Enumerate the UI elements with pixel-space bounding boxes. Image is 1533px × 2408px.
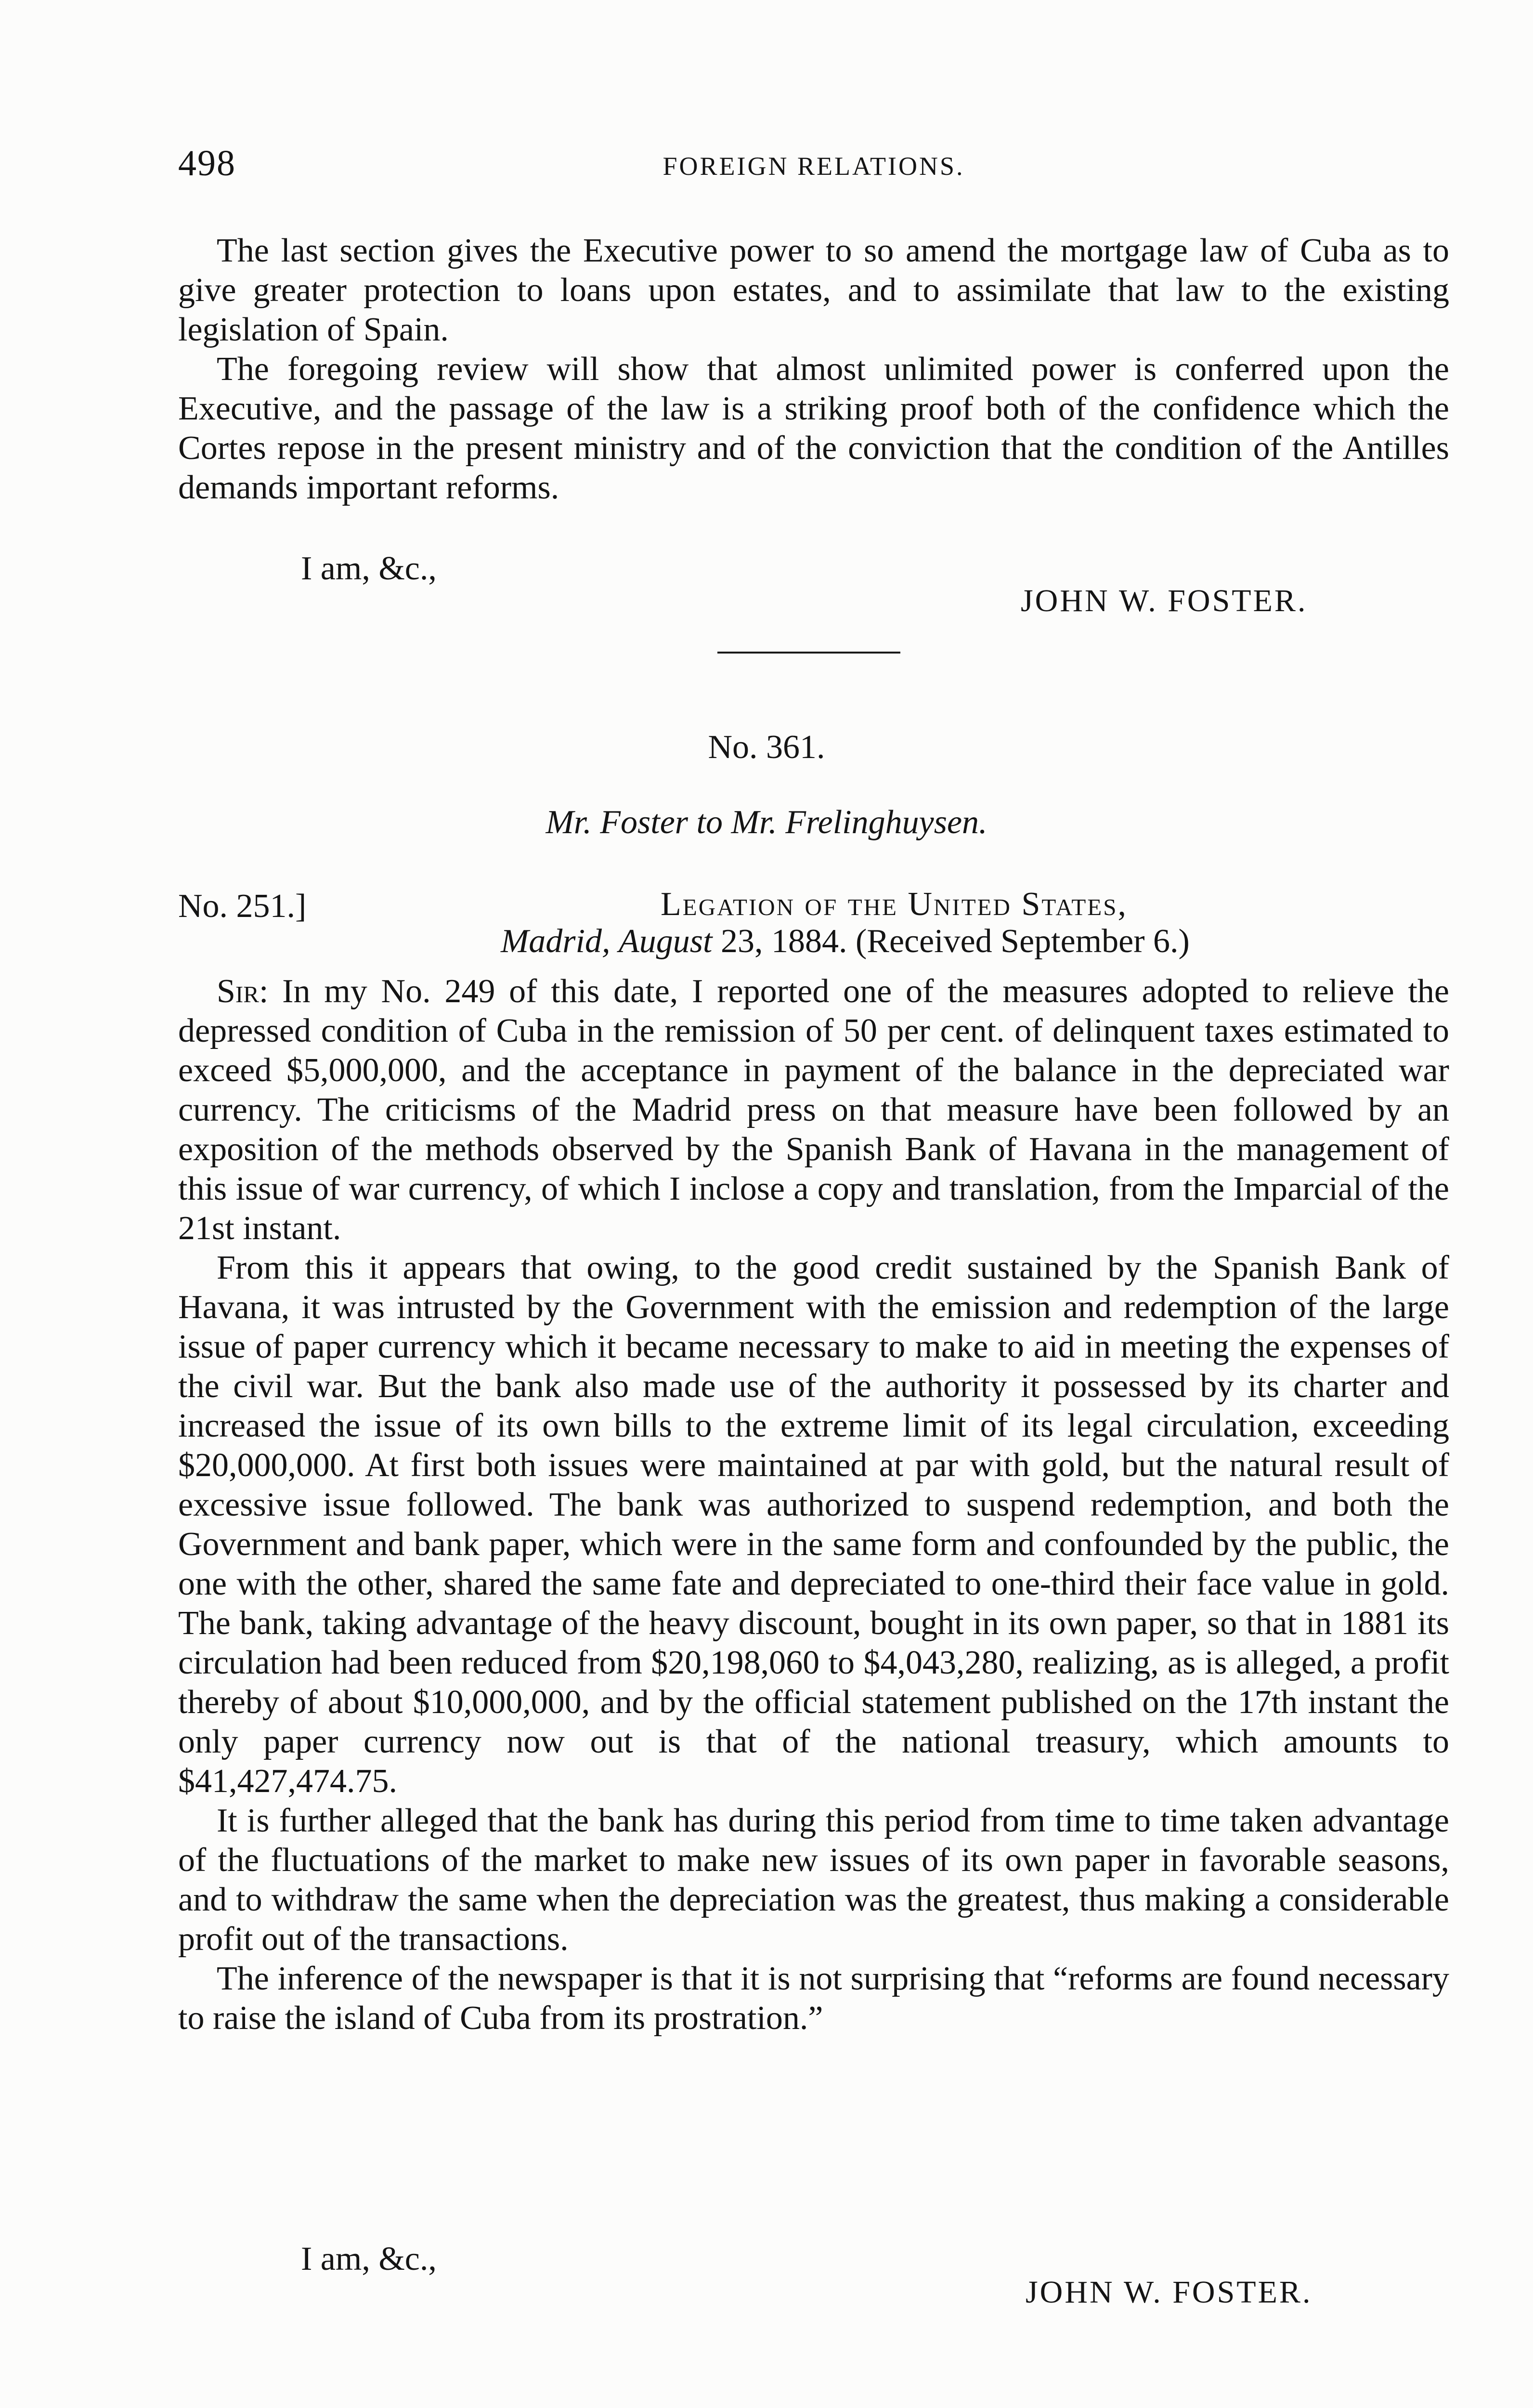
page-header bbox=[178, 143, 1449, 196]
paragraph: The inference of the newspaper is that it is not surprising that “reforms are found necessary to raise the island of Cuba from its prostration.” bbox=[178, 1960, 1449, 2037]
paragraph: The last section gives the Executive power to so amend the mortgage law of Cuba as to give greater protection to loans upon estates, and to assimilate that law to the existing legislation of Spain. bbox=[178, 232, 1449, 348]
running-head: FOREIGN RELATIONS. bbox=[663, 152, 965, 181]
first-paragraph-text: : In my No. 249 of this date, I reported one of the measures adopted to relieve the depressed condition of Cuba in the remission of 50 per cent. of delinquent taxes estimated to exceed $5,000,000, and the acceptance in payment of the balance in the depreciated war currency. The criticisms of the Madrid press on that measure have been followed by an exposition of the methods observed by the Spanish Bank of Havana in the management of this issue of war currency, of which I inclose a copy and translation, from the Imparcial of the 21st instant. bbox=[178, 973, 1449, 1247]
dispatch-number: No. 251.] bbox=[178, 888, 307, 925]
paragraph bbox=[178, 972, 1449, 1248]
date-day-year: 23, 1884. bbox=[720, 923, 847, 960]
closing: I am, &c., bbox=[301, 550, 437, 587]
page-number: 498 bbox=[178, 143, 236, 183]
section-divider bbox=[717, 652, 900, 654]
salutation: Sir bbox=[217, 973, 259, 1010]
document-title: Mr. Foster to Mr. Frelinghuysen. bbox=[546, 804, 987, 841]
closing: I am, &c., bbox=[301, 2240, 437, 2277]
date-month: August bbox=[619, 923, 713, 960]
place: Madrid, bbox=[501, 923, 611, 960]
letter-body bbox=[178, 972, 1449, 2038]
legation-heading: Legation of the United States, bbox=[661, 886, 1128, 923]
document-number: No. 361. bbox=[708, 729, 825, 766]
received-note: (Received September 6.) bbox=[855, 923, 1190, 960]
paragraph: The foregoing review will show that almost unlimited power is conferred upon the Executive, and the passage of the law is a striking proof both of the confidence which the Cortes repose in the present ministry and of the conviction that the condition of the Antilles demands important reforms. bbox=[178, 351, 1449, 506]
signature: JOHN W. FOSTER. bbox=[1021, 583, 1308, 618]
previous-letter-body bbox=[178, 231, 1449, 508]
place-and-date bbox=[501, 922, 1190, 961]
signature: JOHN W. FOSTER. bbox=[1026, 2275, 1312, 2310]
paragraph: It is further alleged that the bank has during this period from time to time taken advantage of the fluctuations of the market to make new issues of its own paper in favorable seasons, and to withdraw the same when the depreciation was the greatest, thus making a considerable profit out of the transactions. bbox=[178, 1802, 1449, 1958]
paragraph: From this it appears that owing, to the good credit sustained by the Spanish Bank of Havana, it was intrusted by the Government with the emission and redemption of the large issue of paper currency which it became necessary to make to aid in meeting the expenses of the civil war. But the bank also made use of the authority it possessed by its charter and increased the issue of its own bills to the extreme limit of its legal circulation, exceeding $20,000,000. At first both issues were maintained at par with gold, but the natural result of excessive issue followed. The bank was authorized to suspend redemption, and both the Government and bank paper, which were in the same form and confounded by the public, the one with the other, shared the same fate and depreciated to one-third their face value in gold. The bank, taking advantage of the heavy discount, bought in its own paper, so that in 1881 its circulation had been reduced from $20,198,060 to $4,043,280, realizing, as is alleged, a profit thereby of about $10,000,000, and by the official statement published on the 17th instant the only paper currency now out is that of the national treasury, which amounts to $41,427,474.75. bbox=[178, 1249, 1449, 1800]
